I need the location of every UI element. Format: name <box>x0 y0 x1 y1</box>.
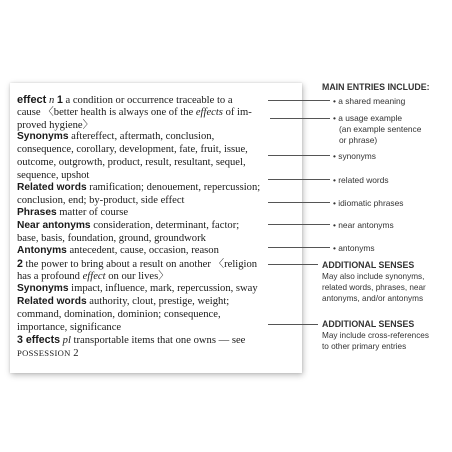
entry-line-8 <box>17 182 260 194</box>
entry-line-7: sequence, upshot <box>17 170 90 181</box>
cross-reference: POSSESSION <box>17 348 71 358</box>
leader-line-near-antonyms <box>268 224 330 225</box>
entry-line-10 <box>17 207 128 219</box>
sense-number-3: 3 effects <box>17 334 60 346</box>
annotation-related-words: • related words <box>333 175 389 185</box>
usage-example-2-end: on our lives〉 <box>105 271 169 282</box>
entry-line-11 <box>17 220 239 232</box>
phrases-text: matter of course <box>56 207 129 218</box>
related-words-text: ramification; denouement, repercussion; <box>86 182 261 193</box>
part-of-speech: n <box>49 95 55 106</box>
entry-line-21 <box>17 347 79 360</box>
usage-example-text: cause 〈better health is always one of the <box>17 107 196 118</box>
additional-senses-1-line-3: antonyms, and/or antonyms <box>322 294 424 303</box>
entry-line-17 <box>17 296 229 308</box>
sense-number-2: 2 <box>17 258 23 270</box>
leader-line-additional-senses-2 <box>268 324 318 325</box>
additional-senses-heading-1: ADDITIONAL SENSES <box>322 260 415 270</box>
leader-line-synonyms <box>268 155 330 156</box>
entry-line-14 <box>17 258 257 271</box>
sense-number-1: 1 <box>56 94 63 106</box>
additional-senses-heading-2: ADDITIONAL SENSES <box>322 319 415 329</box>
usage-example-italic: effects <box>195 107 223 118</box>
main-entries-heading: MAIN ENTRIES INCLUDE: <box>322 82 430 92</box>
antonyms-text: antecedent, cause, occasion, reason <box>66 245 219 256</box>
entry-line-13 <box>17 245 219 257</box>
annotation-antonyms: • antonyms <box>333 243 375 253</box>
additional-senses-2-line-1: May include cross-references <box>322 331 429 340</box>
leader-line-additional-senses-1 <box>268 264 318 265</box>
part-of-speech-3: pl <box>62 335 71 346</box>
annotation-idiomatic-phrases: • idiomatic phrases <box>333 198 404 208</box>
related-words-2-text: authority, clout, prestige, weight; <box>86 296 230 307</box>
entry-line-16 <box>17 283 258 295</box>
leader-line-usage <box>270 118 330 119</box>
entry-line-5: consequence, corollary, development, fate, fruit, issue, <box>17 144 248 155</box>
definition-3: transportable items that one owns — see <box>70 335 246 346</box>
entry-line-2 <box>17 107 252 119</box>
related-words-label: Related words <box>17 182 87 193</box>
annotation-usage-2: (an example sentence <box>339 124 422 134</box>
antonyms-label: Antonyms <box>17 245 67 256</box>
synonyms-2-label: Synonyms <box>17 283 69 294</box>
annotation-synonyms: • synonyms <box>333 151 376 161</box>
additional-senses-1-line-1: May also include synonyms, <box>322 272 425 281</box>
usage-example-2-text: has a profound <box>17 271 83 282</box>
annotation-near-antonyms: • near antonyms <box>333 220 394 230</box>
cross-reference-sense: 2 <box>70 348 79 359</box>
annotation-shared-meaning: • a shared meaning <box>333 96 406 106</box>
entry-line-9: conclusion, end; by-product, side effect <box>17 195 185 206</box>
related-words-2-label: Related words <box>17 296 87 307</box>
additional-senses-2-line-2: to other primary entries <box>322 342 407 351</box>
leader-line-shared-meaning <box>268 100 330 101</box>
entry-line-1 <box>17 94 233 107</box>
entry-line-15 <box>17 271 169 283</box>
annotation-usage-1: • a usage example <box>333 113 403 123</box>
entry-line-4 <box>17 131 214 143</box>
entry-line-12: base, basis, foundation, ground, groundwork <box>17 233 206 244</box>
synonyms-text: aftereffect, aftermath, conclusion, <box>68 131 215 142</box>
headword: effect <box>17 94 47 106</box>
entry-line-18: command, domination, dominion; consequence, <box>17 309 221 320</box>
usage-example-text-end: of im- <box>222 107 252 118</box>
synonyms-label: Synonyms <box>17 131 69 142</box>
entry-line-3: proved hygiene〉 <box>17 120 94 131</box>
near-antonyms-text: consideration, determinant, factor; <box>90 220 240 231</box>
near-antonyms-label: Near antonyms <box>17 220 91 231</box>
entry-line-19: importance, significance <box>17 322 122 333</box>
entry-line-6: outcome, outgrowth, product, result, resultant, sequel, <box>17 157 246 168</box>
annotation-usage-3: or phrase) <box>339 135 378 145</box>
usage-example-2-italic: effect <box>82 271 106 282</box>
leader-line-related-words <box>268 179 330 180</box>
leader-line-antonyms <box>268 247 330 248</box>
synonyms-2-text: impact, influence, mark, repercussion, sway <box>68 283 258 294</box>
leader-line-idiomatic-phrases <box>268 202 330 203</box>
phrases-label: Phrases <box>17 207 57 218</box>
definition-2: the power to bring about a result on another 〈religion <box>22 259 258 270</box>
entry-line-20 <box>17 334 245 347</box>
definition-1: a condition or occurrence traceable to a <box>62 95 233 106</box>
additional-senses-1-line-2: related words, phrases, near <box>322 283 426 292</box>
